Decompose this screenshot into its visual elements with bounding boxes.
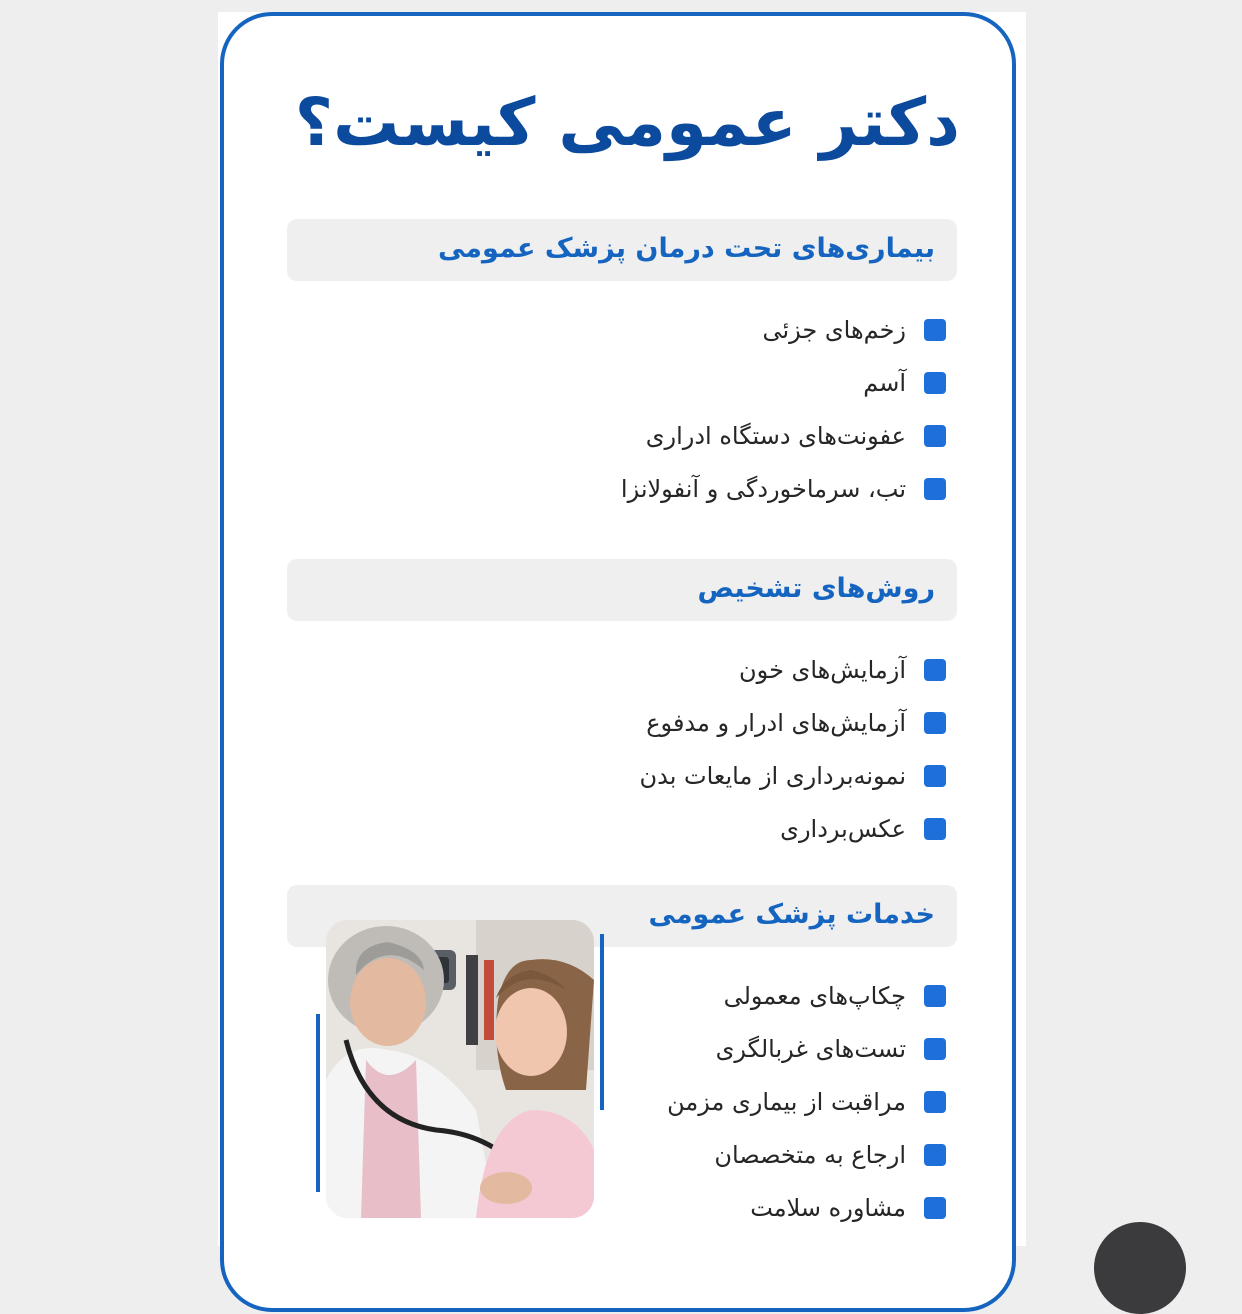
list-item: [639, 760, 946, 792]
photo-accent-line: [316, 1014, 320, 1192]
list-item: [621, 473, 946, 505]
section-header-diseases: [287, 219, 957, 281]
square-bullet-icon: [924, 712, 946, 734]
list-item-text: ارجاع به متخصصان: [714, 1141, 906, 1169]
doctor-child-photo: [326, 920, 594, 1218]
list-item: [863, 367, 946, 399]
list-item: [646, 420, 946, 452]
square-bullet-icon: [924, 1197, 946, 1219]
list-item: [750, 1192, 946, 1224]
square-bullet-icon: [924, 985, 946, 1007]
list-item-text: مشاوره سلامت: [750, 1194, 906, 1222]
list-item-text: نمونه‌برداری از مایعات بدن: [639, 762, 906, 790]
list-item: [667, 1086, 946, 1118]
list-item-text: تست‌های غربالگری: [715, 1035, 906, 1063]
chat-fab-icon[interactable]: [1094, 1222, 1186, 1314]
doctor-examining-child-illustration: [326, 920, 594, 1218]
list-item-text: مراقبت از بیماری مزمن: [667, 1088, 906, 1116]
section-heading: روش‌های تشخیص: [697, 573, 935, 604]
square-bullet-icon: [924, 659, 946, 681]
square-bullet-icon: [924, 319, 946, 341]
list-item-text: آزمایش‌های ادرار و مدفوع: [646, 709, 906, 737]
square-bullet-icon: [924, 1091, 946, 1113]
list-item-text: آسم: [863, 369, 906, 397]
list-item: [716, 1033, 946, 1065]
list-item: [739, 654, 946, 686]
square-bullet-icon: [924, 425, 946, 447]
list-item: [714, 1139, 946, 1171]
list-item: [780, 813, 946, 845]
list-item-text: چکاپ‌های معمولی: [723, 982, 906, 1010]
list-item-text: تب، سرماخوردگی و آنفولانزا: [620, 475, 906, 503]
list-item-text: آزمایش‌های خون: [739, 656, 906, 684]
photo-accent-line: [600, 934, 604, 1110]
square-bullet-icon: [924, 372, 946, 394]
page-title: دکتر عمومی کیست؟: [294, 84, 960, 161]
list-item: [762, 314, 946, 346]
list-item: [724, 980, 946, 1012]
list-item-text: عکس‌برداری: [780, 815, 906, 843]
square-bullet-icon: [924, 818, 946, 840]
square-bullet-icon: [924, 478, 946, 500]
section-heading: بیماری‌های تحت درمان پزشک عمومی: [437, 233, 935, 264]
section-header-diagnosis: [287, 559, 957, 621]
list-item-text: عفونت‌های دستگاه ادراری: [645, 422, 906, 450]
square-bullet-icon: [924, 1038, 946, 1060]
square-bullet-icon: [924, 1144, 946, 1166]
square-bullet-icon: [924, 765, 946, 787]
section-heading: خدمات پزشک عمومی: [648, 899, 935, 930]
list-item: [646, 707, 946, 739]
list-item-text: زخم‌های جزئی: [762, 316, 906, 344]
